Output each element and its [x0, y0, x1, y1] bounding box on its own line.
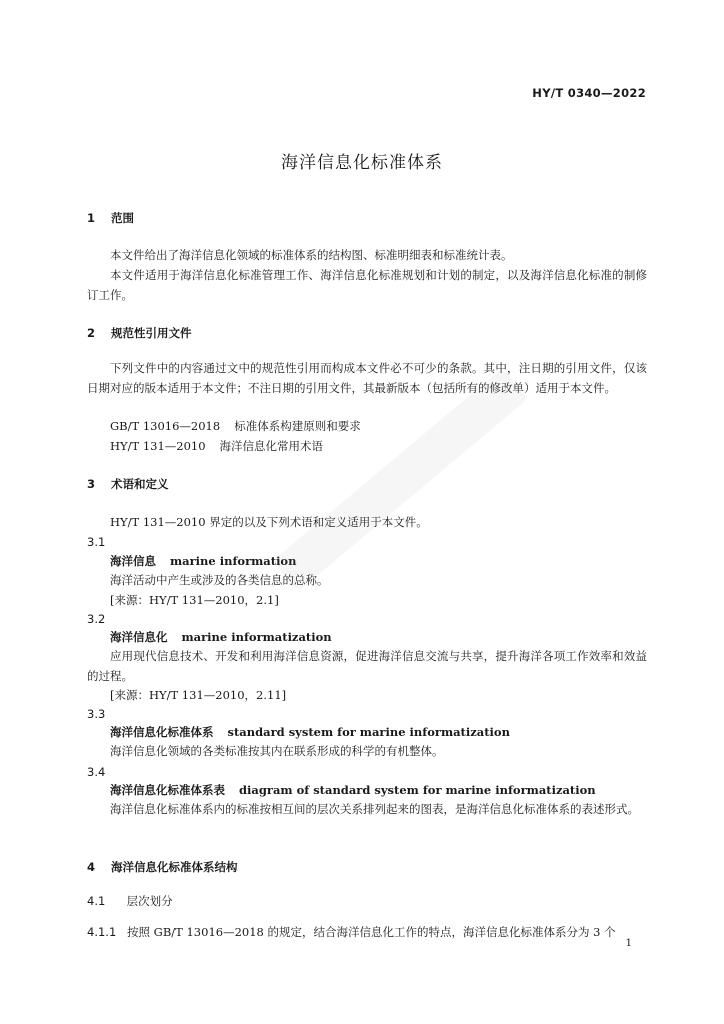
term-chinese: 海洋信息化标准体系: [110, 725, 214, 739]
section-number: 4.1: [87, 894, 106, 908]
term-definition: 海洋信息化领域的各类标准按其内在联系形成的科学的有机整体。: [110, 744, 444, 758]
subsection-4-1-heading: [87, 891, 647, 911]
term-source: [来源：HY/T 131—2010，2.11]: [110, 688, 287, 702]
section-1-paragraph-1: 本文件给出了海洋信息化领域的标准体系的结构图、标准明细表和标准统计表。: [110, 248, 513, 262]
section-2-intro: 下列文件中的内容通过文中的规范性引用而构成本文件必不可少的条款。其中，注日期的引用文件，仅该日期对应的版本适用于本文件；不注日期的引用文件，其最新版本（包括所有的修改单）适用于本文件。: [87, 361, 647, 395]
term-entry: [87, 780, 670, 800]
standard-code: HY/T 0340—2022: [532, 86, 646, 100]
term-entry: [87, 722, 670, 742]
section-number: 2: [87, 326, 96, 340]
term-chinese: 海洋信息: [110, 554, 156, 568]
term-english: diagram of standard system for marine informatization: [239, 783, 596, 797]
section-3-heading: [87, 474, 647, 494]
reference-name: 标准体系构建原则和要求: [234, 419, 361, 433]
section-number: 3: [87, 477, 96, 491]
term-number: 3.1: [87, 535, 106, 549]
reference-code: GB/T 13016—2018: [110, 419, 221, 433]
section-number: 4: [87, 860, 96, 874]
page-number: 1: [625, 938, 632, 949]
reference-code: HY/T 131—2010: [110, 439, 206, 453]
section-title: 层次划分: [126, 894, 173, 908]
section-title: 海洋信息化标准体系结构: [111, 860, 238, 874]
term-source: [来源：HY/T 131—2010，2.1]: [110, 593, 279, 607]
section-4-heading: [87, 857, 647, 877]
term-english: standard system for marine informatization: [227, 725, 510, 739]
clause-4-1-1: [87, 922, 647, 942]
term-definition: 海洋信息化标准体系内的标准按相互间的层次关系排列起来的图表，是海洋信息化标准体系的表述形式。: [110, 802, 639, 816]
section-title: 规范性引用文件: [111, 326, 192, 340]
normative-reference: [87, 416, 670, 436]
clause-text: 按照 GB/T 13016—2018 的规定，结合海洋信息化工作的特点，海洋信息化标准体系分为 3 个: [127, 925, 616, 939]
term-definition: 应用现代信息技术、开发和利用海洋信息资源，促进海洋信息交流与共享，提升海洋各项工作效率和效益的过程。: [87, 649, 647, 683]
normative-reference: [87, 436, 670, 456]
term-chinese: 海洋信息化: [110, 630, 168, 644]
term-chinese: 海洋信息化标准体系表: [110, 783, 225, 797]
section-title: 术语和定义: [111, 477, 169, 491]
term-definition: 海洋活动中产生或涉及的各类信息的总称。: [110, 573, 329, 587]
term-number: 3.3: [87, 707, 106, 721]
section-2-heading: [87, 323, 647, 343]
reference-name: 海洋信息化常用术语: [219, 439, 324, 453]
term-number: 3.2: [87, 612, 106, 626]
section-title: 范围: [111, 211, 135, 225]
section-1-paragraph-2: 本文件适用于海洋信息化标准管理工作、海洋信息化标准规划和计划的制定，以及海洋信息化标准的制修订工作。: [87, 268, 647, 302]
document-title: 海洋信息化标准体系: [281, 153, 443, 173]
clause-number: 4.1.1: [87, 925, 117, 939]
term-number: 3.4: [87, 765, 106, 779]
term-english: marine information: [170, 554, 297, 568]
term-entry: [87, 627, 670, 647]
section-3-intro: HY/T 131—2010 界定的以及下列术语和定义适用于本文件。: [110, 515, 428, 529]
section-number: 1: [87, 211, 96, 225]
term-english: marine informatization: [181, 630, 332, 644]
section-1-heading: [87, 208, 647, 228]
term-entry: [87, 551, 670, 571]
